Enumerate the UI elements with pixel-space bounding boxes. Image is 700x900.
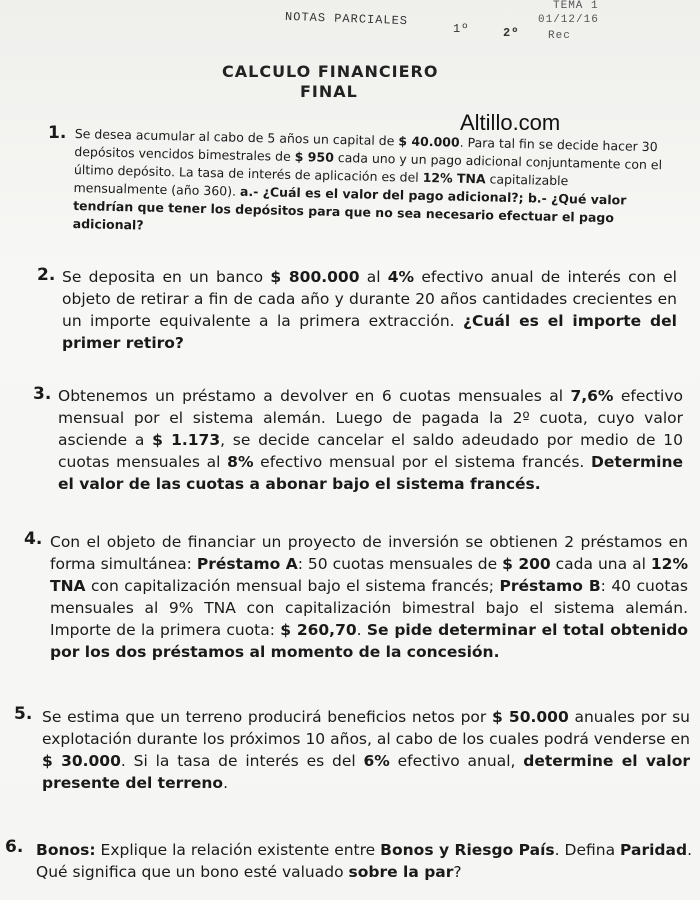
notas-col2: 2º <box>503 26 520 40</box>
question-1-text: Se desea acumular al cabo de 5 años un capital de $ 40.000. Para tal fin se decide hacer 30 depósitos vencidos bimestrales de $ 950 cada uno y un pago adicional conjuntamente con el último depósito. La tasa de interés de aplicación es del 12% TNA capitalizable mensualmente (año 360). a.- ¿Cuál es el valor del pago adicional?; b.- ¿Qué valor tendrían que tener los depósitos para que no sea necesario efectuar el pago adicional? <box>72 125 663 233</box>
question-4-text: Con el objeto de financiar un proyecto de inversión se obtienen 2 préstamos en forma simultánea: Préstamo A: 50 cuotas mensuales de $ 200 cada una al 12% TNA con capitalización mensual bajo el sistema francés; Préstamo B: 40 cuotas mensuales al 9% TNA con capitalización bimestral bajo el sistema alemán. Importe de la primera cuota: $ 260,70. Se pide determinar el total obtenido por los dos préstamos al momento de la concesión. <box>50 533 688 661</box>
question-3-text: Obtenemos un préstamo a devolver en 6 cuotas mensuales al 7,6% efectivo mensual por el sistema alemán. Luego de pagada la 2º cuota, cuyo valor asciende a $ 1.173, se decide cancelar el saldo adeudado por medio de 10 cuotas mensuales al 8% efectivo mensual por el sistema francés. Determine el valor de las cuotas a abonar bajo el sistema francés. <box>58 387 683 493</box>
question-4-number: 4. <box>24 529 43 549</box>
question-6-number: 6. <box>5 837 24 857</box>
exam-subtitle: FINAL <box>300 82 358 101</box>
notas-parciales-label: NOTAS PARCIALES <box>284 9 409 29</box>
question-5-number: 5. <box>14 704 33 724</box>
fecha-label: 01/12/16 <box>538 14 599 26</box>
tema-label: TEMA 1 <box>553 0 599 12</box>
question-2-text: Se deposita en un banco $ 800.000 al 4% efectivo anual de interés con el objeto de retirar a fin de cada año y durante 20 años cantidades crecientes en un importe equivalente a la primera extracción. ¿Cuál es el importe del primer retiro? <box>62 268 677 352</box>
altillo-watermark: Altillo.com <box>460 110 561 135</box>
question-5-text: Se estima que un terreno producirá beneficios netos por $ 50.000 anuales por su explotación durante los próximos 10 años, al cabo de los cuales podrá venderse en $ 30.000. Si la tasa de interés es del 6% efectivo anual, determine el valor presente del terreno. <box>42 708 690 792</box>
exam-title: CALCULO FINANCIERO <box>222 62 439 81</box>
question-3-number: 3. <box>33 384 52 404</box>
rec-label: Rec <box>548 30 571 42</box>
question-6-text: Bonos: Explique la relación existente entre Bonos y Riesgo País. Defina Paridad. Qué significa que un bono esté valuado sobre la par? <box>36 841 692 881</box>
question-2-number: 2. <box>37 265 56 285</box>
notas-col1: 1º <box>453 22 470 36</box>
question-1-number: 1. <box>48 123 67 143</box>
